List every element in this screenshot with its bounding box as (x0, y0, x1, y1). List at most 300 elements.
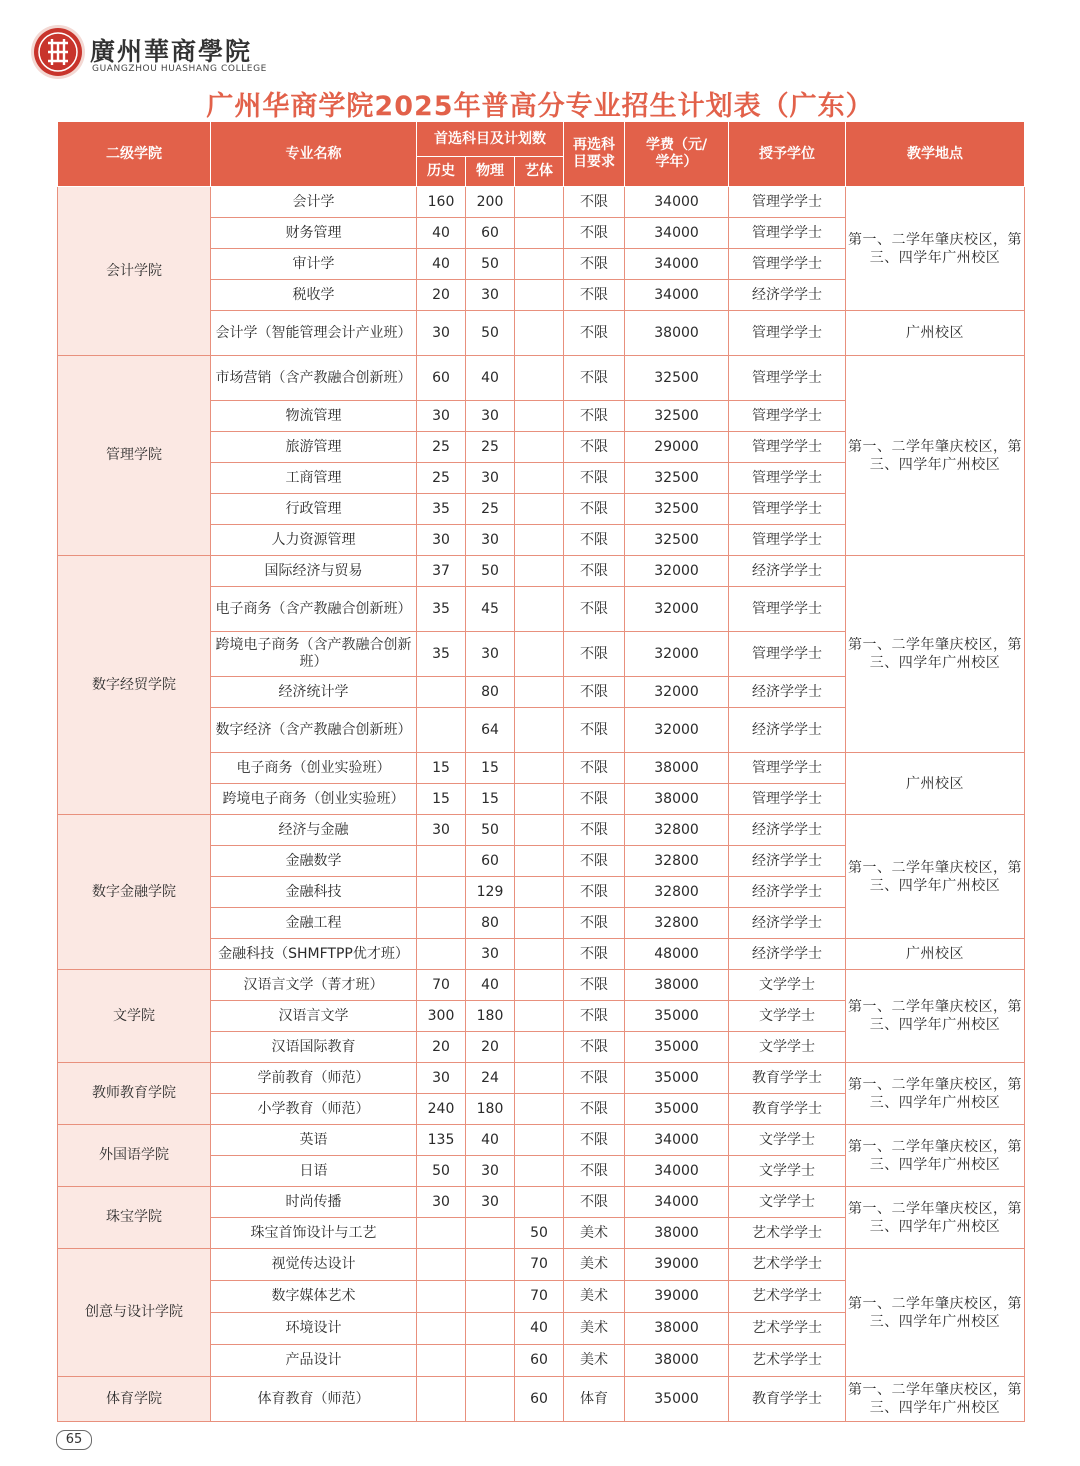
degree-cell: 经济学学士 (729, 939, 846, 970)
reselect-cell: 美术 (564, 1249, 625, 1281)
major-cell: 金融科技 (211, 877, 417, 908)
art-count-cell: 40 (515, 1313, 564, 1345)
history-count-cell: 160 (417, 187, 466, 218)
art-count-cell (515, 632, 564, 677)
physics-count-cell (466, 1377, 515, 1422)
art-count-cell (515, 280, 564, 311)
major-cell: 珠宝首饰设计与工艺 (211, 1218, 417, 1249)
major-cell: 跨境电子商务（创业实验班） (211, 784, 417, 815)
degree-cell: 经济学学士 (729, 908, 846, 939)
table-row (58, 1187, 1025, 1218)
degree-cell: 管理学学士 (729, 401, 846, 432)
major-cell: 财务管理 (211, 218, 417, 249)
reselect-cell: 不限 (564, 677, 625, 708)
major-cell: 汉语国际教育 (211, 1032, 417, 1063)
art-count-cell: 60 (515, 1345, 564, 1377)
art-count-cell (515, 525, 564, 556)
history-count-cell: 30 (417, 1187, 466, 1218)
location-cell: 第一、二学年肇庆校区，第三、四学年广州校区 (846, 187, 1025, 311)
degree-cell: 艺术学学士 (729, 1249, 846, 1281)
physics-count-cell: 30 (466, 939, 515, 970)
fee-cell: 32000 (625, 587, 729, 632)
reselect-cell: 不限 (564, 463, 625, 494)
physics-count-cell: 50 (466, 311, 515, 356)
art-count-cell (515, 401, 564, 432)
art-count-cell (515, 846, 564, 877)
physics-count-cell: 129 (466, 877, 515, 908)
history-count-cell: 40 (417, 218, 466, 249)
reselect-cell: 不限 (564, 311, 625, 356)
fee-cell: 32000 (625, 708, 729, 753)
table-row (58, 1377, 1025, 1422)
reselect-cell: 不限 (564, 1063, 625, 1094)
header-art: 艺体 (515, 157, 564, 187)
location-cell: 第一、二学年肇庆校区，第三、四学年广州校区 (846, 815, 1025, 939)
major-cell: 汉语言文学（菁才班） (211, 970, 417, 1001)
history-count-cell (417, 908, 466, 939)
history-count-cell: 15 (417, 753, 466, 784)
art-count-cell (515, 556, 564, 587)
art-count-cell (515, 587, 564, 632)
college-cell: 数字金融学院 (58, 815, 211, 970)
location-cell: 第一、二学年肇庆校区，第三、四学年广州校区 (846, 1249, 1025, 1377)
physics-count-cell: 30 (466, 525, 515, 556)
history-count-cell: 135 (417, 1125, 466, 1156)
major-cell: 金融数学 (211, 846, 417, 877)
location-cell: 第一、二学年肇庆校区，第三、四学年广州校区 (846, 556, 1025, 753)
history-count-cell: 240 (417, 1094, 466, 1125)
reselect-cell: 不限 (564, 877, 625, 908)
physics-count-cell: 40 (466, 356, 515, 401)
major-cell: 数字经济（含产教融合创新班） (211, 708, 417, 753)
reselect-cell: 不限 (564, 401, 625, 432)
reselect-cell: 不限 (564, 587, 625, 632)
location-cell: 第一、二学年肇庆校区，第三、四学年广州校区 (846, 356, 1025, 556)
major-cell: 金融科技（SHMFTPP优才班） (211, 939, 417, 970)
physics-count-cell: 180 (466, 1094, 515, 1125)
physics-count-cell: 40 (466, 970, 515, 1001)
header-history: 历史 (417, 157, 466, 187)
major-cell: 电子商务（创业实验班） (211, 753, 417, 784)
physics-count-cell: 64 (466, 708, 515, 753)
header-fee: 学费（元/学年） (625, 122, 729, 187)
degree-cell: 管理学学士 (729, 187, 846, 218)
history-count-cell: 60 (417, 356, 466, 401)
history-count-cell (417, 877, 466, 908)
reselect-cell: 不限 (564, 494, 625, 525)
fee-cell: 38000 (625, 753, 729, 784)
history-count-cell (417, 1345, 466, 1377)
college-logo (30, 26, 270, 82)
degree-cell: 文学学士 (729, 1032, 846, 1063)
degree-cell: 艺术学学士 (729, 1281, 846, 1313)
art-count-cell (515, 1063, 564, 1094)
location-cell: 第一、二学年肇庆校区，第三、四学年广州校区 (846, 1063, 1025, 1125)
degree-cell: 管理学学士 (729, 494, 846, 525)
physics-count-cell (466, 1249, 515, 1281)
fee-cell: 35000 (625, 1063, 729, 1094)
header-plan-group: 首选科目及计划数 (417, 122, 564, 157)
reselect-cell: 不限 (564, 280, 625, 311)
degree-cell: 经济学学士 (729, 877, 846, 908)
art-count-cell: 70 (515, 1249, 564, 1281)
reselect-cell: 不限 (564, 1094, 625, 1125)
reselect-cell: 美术 (564, 1281, 625, 1313)
art-count-cell (515, 784, 564, 815)
major-cell: 旅游管理 (211, 432, 417, 463)
degree-cell: 艺术学学士 (729, 1218, 846, 1249)
degree-cell: 管理学学士 (729, 249, 846, 280)
college-cell: 文学院 (58, 970, 211, 1063)
fee-cell: 34000 (625, 1156, 729, 1187)
history-count-cell: 30 (417, 1063, 466, 1094)
header-location: 教学地点 (846, 122, 1025, 187)
fee-cell: 32800 (625, 908, 729, 939)
physics-count-cell: 60 (466, 218, 515, 249)
major-cell: 会计学 (211, 187, 417, 218)
major-cell: 经济统计学 (211, 677, 417, 708)
degree-cell: 管理学学士 (729, 356, 846, 401)
art-count-cell (515, 463, 564, 494)
logo-emblem-icon (34, 28, 82, 76)
reselect-cell: 不限 (564, 632, 625, 677)
reselect-cell: 不限 (564, 556, 625, 587)
fee-cell: 35000 (625, 1094, 729, 1125)
history-count-cell: 15 (417, 784, 466, 815)
art-count-cell (515, 218, 564, 249)
fee-cell: 32500 (625, 525, 729, 556)
degree-cell: 经济学学士 (729, 556, 846, 587)
history-count-cell: 50 (417, 1156, 466, 1187)
history-count-cell: 35 (417, 587, 466, 632)
reselect-cell: 不限 (564, 708, 625, 753)
fee-cell: 34000 (625, 280, 729, 311)
history-count-cell (417, 1218, 466, 1249)
location-cell: 广州校区 (846, 939, 1025, 970)
art-count-cell (515, 939, 564, 970)
physics-count-cell (466, 1281, 515, 1313)
art-count-cell (515, 1187, 564, 1218)
history-count-cell (417, 1313, 466, 1345)
header-college: 二级学院 (58, 122, 211, 187)
history-count-cell: 30 (417, 311, 466, 356)
fee-cell: 38000 (625, 1345, 729, 1377)
art-count-cell (515, 908, 564, 939)
art-count-cell (515, 877, 564, 908)
physics-count-cell: 45 (466, 587, 515, 632)
header-physics: 物理 (466, 157, 515, 187)
physics-count-cell: 60 (466, 846, 515, 877)
art-count-cell (515, 970, 564, 1001)
major-cell: 数字媒体艺术 (211, 1281, 417, 1313)
reselect-cell: 不限 (564, 846, 625, 877)
art-count-cell (515, 311, 564, 356)
reselect-cell: 不限 (564, 970, 625, 1001)
degree-cell: 管理学学士 (729, 587, 846, 632)
art-count-cell: 50 (515, 1218, 564, 1249)
header-major: 专业名称 (211, 122, 417, 187)
degree-cell: 经济学学士 (729, 280, 846, 311)
physics-count-cell: 30 (466, 463, 515, 494)
fee-cell: 38000 (625, 311, 729, 356)
degree-cell: 管理学学士 (729, 218, 846, 249)
history-count-cell: 20 (417, 1032, 466, 1063)
physics-count-cell: 200 (466, 187, 515, 218)
fee-cell: 32500 (625, 463, 729, 494)
art-count-cell (515, 1125, 564, 1156)
major-cell: 会计学（智能管理会计产业班） (211, 311, 417, 356)
art-count-cell (515, 1032, 564, 1063)
college-cell: 体育学院 (58, 1377, 211, 1422)
college-cell: 会计学院 (58, 187, 211, 356)
history-count-cell: 35 (417, 632, 466, 677)
degree-cell: 管理学学士 (729, 632, 846, 677)
location-cell: 第一、二学年肇庆校区，第三、四学年广州校区 (846, 1377, 1025, 1422)
history-count-cell: 70 (417, 970, 466, 1001)
fee-cell: 32000 (625, 677, 729, 708)
major-cell: 行政管理 (211, 494, 417, 525)
history-count-cell: 25 (417, 463, 466, 494)
fee-cell: 29000 (625, 432, 729, 463)
art-count-cell (515, 1001, 564, 1032)
degree-cell: 教育学学士 (729, 1094, 846, 1125)
location-cell: 第一、二学年肇庆校区，第三、四学年广州校区 (846, 1187, 1025, 1249)
reselect-cell: 不限 (564, 356, 625, 401)
degree-cell: 管理学学士 (729, 784, 846, 815)
major-cell: 产品设计 (211, 1345, 417, 1377)
reselect-cell: 不限 (564, 1156, 625, 1187)
reselect-cell: 不限 (564, 187, 625, 218)
major-cell: 审计学 (211, 249, 417, 280)
fee-cell: 32500 (625, 356, 729, 401)
fee-cell: 38000 (625, 1313, 729, 1345)
physics-count-cell: 30 (466, 632, 515, 677)
table-row (58, 1063, 1025, 1094)
fee-cell: 32500 (625, 401, 729, 432)
art-count-cell (515, 1156, 564, 1187)
physics-count-cell: 25 (466, 494, 515, 525)
fee-cell: 38000 (625, 1218, 729, 1249)
college-cell: 教师教育学院 (58, 1063, 211, 1125)
history-count-cell: 300 (417, 1001, 466, 1032)
physics-count-cell (466, 1218, 515, 1249)
table-row (58, 970, 1025, 1001)
enrollment-plan-table (57, 121, 1025, 1422)
physics-count-cell: 25 (466, 432, 515, 463)
fee-cell: 32800 (625, 815, 729, 846)
physics-count-cell: 30 (466, 1156, 515, 1187)
art-count-cell (515, 494, 564, 525)
major-cell: 电子商务（含产教融合创新班） (211, 587, 417, 632)
college-cell: 数字经贸学院 (58, 556, 211, 815)
major-cell: 物流管理 (211, 401, 417, 432)
fee-cell: 35000 (625, 1001, 729, 1032)
fee-cell: 32800 (625, 846, 729, 877)
page-number: 65 (56, 1430, 92, 1450)
history-count-cell: 25 (417, 432, 466, 463)
fee-cell: 39000 (625, 1281, 729, 1313)
major-cell: 环境设计 (211, 1313, 417, 1345)
physics-count-cell: 50 (466, 249, 515, 280)
major-cell: 学前教育（师范） (211, 1063, 417, 1094)
fee-cell: 32800 (625, 877, 729, 908)
fee-cell: 34000 (625, 1125, 729, 1156)
fee-cell: 34000 (625, 187, 729, 218)
major-cell: 经济与金融 (211, 815, 417, 846)
art-count-cell (515, 432, 564, 463)
fee-cell: 38000 (625, 970, 729, 1001)
physics-count-cell: 30 (466, 401, 515, 432)
college-cell: 创意与设计学院 (58, 1249, 211, 1377)
degree-cell: 艺术学学士 (729, 1313, 846, 1345)
history-count-cell: 35 (417, 494, 466, 525)
physics-count-cell: 15 (466, 784, 515, 815)
fee-cell: 48000 (625, 939, 729, 970)
table-body (58, 187, 1025, 1422)
history-count-cell (417, 939, 466, 970)
table-row (58, 1125, 1025, 1156)
table-row (58, 356, 1025, 401)
history-count-cell: 20 (417, 280, 466, 311)
table-row (58, 815, 1025, 846)
physics-count-cell: 15 (466, 753, 515, 784)
fee-cell: 39000 (625, 1249, 729, 1281)
fee-cell: 32000 (625, 556, 729, 587)
physics-count-cell: 40 (466, 1125, 515, 1156)
art-count-cell (515, 708, 564, 753)
major-cell: 金融工程 (211, 908, 417, 939)
major-cell: 汉语言文学 (211, 1001, 417, 1032)
degree-cell: 管理学学士 (729, 525, 846, 556)
college-cell: 管理学院 (58, 356, 211, 556)
physics-count-cell: 24 (466, 1063, 515, 1094)
table-row (58, 1249, 1025, 1281)
reselect-cell: 体育 (564, 1377, 625, 1422)
art-count-cell (515, 677, 564, 708)
logo-chinese-name: 廣州華商學院 (90, 37, 253, 66)
reselect-cell: 不限 (564, 218, 625, 249)
page-title: 广州华商学院2025年普高分专业招生计划表（广东） (206, 91, 874, 122)
major-cell: 视觉传达设计 (211, 1249, 417, 1281)
physics-count-cell: 80 (466, 677, 515, 708)
fee-cell: 34000 (625, 218, 729, 249)
history-count-cell: 30 (417, 815, 466, 846)
reselect-cell: 不限 (564, 784, 625, 815)
major-cell: 人力资源管理 (211, 525, 417, 556)
history-count-cell: 40 (417, 249, 466, 280)
header-reselect: 再选科目要求 (564, 122, 625, 187)
header-degree: 授予学位 (729, 122, 846, 187)
fee-cell: 35000 (625, 1032, 729, 1063)
reselect-cell: 不限 (564, 525, 625, 556)
fee-cell: 34000 (625, 249, 729, 280)
history-count-cell: 30 (417, 401, 466, 432)
degree-cell: 文学学士 (729, 1001, 846, 1032)
fee-cell: 35000 (625, 1377, 729, 1422)
degree-cell: 教育学学士 (729, 1063, 846, 1094)
physics-count-cell: 20 (466, 1032, 515, 1063)
art-count-cell (515, 356, 564, 401)
physics-count-cell: 50 (466, 556, 515, 587)
degree-cell: 文学学士 (729, 1187, 846, 1218)
location-cell: 第一、二学年肇庆校区，第三、四学年广州校区 (846, 1125, 1025, 1187)
reselect-cell: 不限 (564, 908, 625, 939)
degree-cell: 经济学学士 (729, 677, 846, 708)
location-cell: 广州校区 (846, 753, 1025, 815)
degree-cell: 经济学学士 (729, 815, 846, 846)
degree-cell: 教育学学士 (729, 1377, 846, 1422)
reselect-cell: 不限 (564, 432, 625, 463)
major-cell: 日语 (211, 1156, 417, 1187)
history-count-cell (417, 1377, 466, 1422)
reselect-cell: 不限 (564, 1187, 625, 1218)
history-count-cell (417, 1249, 466, 1281)
degree-cell: 文学学士 (729, 1156, 846, 1187)
reselect-cell: 不限 (564, 939, 625, 970)
fee-cell: 34000 (625, 1187, 729, 1218)
art-count-cell (515, 1094, 564, 1125)
history-count-cell (417, 1281, 466, 1313)
reselect-cell: 美术 (564, 1313, 625, 1345)
physics-count-cell (466, 1345, 515, 1377)
physics-count-cell: 80 (466, 908, 515, 939)
major-cell: 国际经济与贸易 (211, 556, 417, 587)
physics-count-cell: 30 (466, 280, 515, 311)
college-cell: 外国语学院 (58, 1125, 211, 1187)
fee-cell: 32000 (625, 632, 729, 677)
reselect-cell: 不限 (564, 1001, 625, 1032)
reselect-cell: 不限 (564, 249, 625, 280)
art-count-cell (515, 815, 564, 846)
reselect-cell: 不限 (564, 1032, 625, 1063)
physics-count-cell: 30 (466, 1187, 515, 1218)
history-count-cell (417, 846, 466, 877)
art-count-cell: 60 (515, 1377, 564, 1422)
fee-cell: 32500 (625, 494, 729, 525)
physics-count-cell: 180 (466, 1001, 515, 1032)
art-count-cell (515, 187, 564, 218)
degree-cell: 管理学学士 (729, 753, 846, 784)
major-cell: 市场营销（含产教融合创新班） (211, 356, 417, 401)
art-count-cell (515, 753, 564, 784)
degree-cell: 文学学士 (729, 1125, 846, 1156)
logo-english-name: GUANGZHOU HUASHANG COLLEGE (92, 64, 267, 74)
degree-cell: 经济学学士 (729, 846, 846, 877)
reselect-cell: 美术 (564, 1218, 625, 1249)
reselect-cell: 不限 (564, 815, 625, 846)
major-cell: 英语 (211, 1125, 417, 1156)
location-cell: 第一、二学年肇庆校区，第三、四学年广州校区 (846, 970, 1025, 1063)
physics-count-cell (466, 1313, 515, 1345)
history-count-cell (417, 708, 466, 753)
art-count-cell: 70 (515, 1281, 564, 1313)
degree-cell: 管理学学士 (729, 432, 846, 463)
reselect-cell: 美术 (564, 1345, 625, 1377)
art-count-cell (515, 249, 564, 280)
history-count-cell: 30 (417, 525, 466, 556)
major-cell: 跨境电子商务（含产教融合创新班） (211, 632, 417, 677)
physics-count-cell: 50 (466, 815, 515, 846)
degree-cell: 艺术学学士 (729, 1345, 846, 1377)
location-cell: 广州校区 (846, 311, 1025, 356)
major-cell: 工商管理 (211, 463, 417, 494)
major-cell: 时尚传播 (211, 1187, 417, 1218)
table-row (58, 556, 1025, 587)
history-count-cell: 37 (417, 556, 466, 587)
college-cell: 珠宝学院 (58, 1187, 211, 1249)
degree-cell: 管理学学士 (729, 311, 846, 356)
fee-cell: 38000 (625, 784, 729, 815)
